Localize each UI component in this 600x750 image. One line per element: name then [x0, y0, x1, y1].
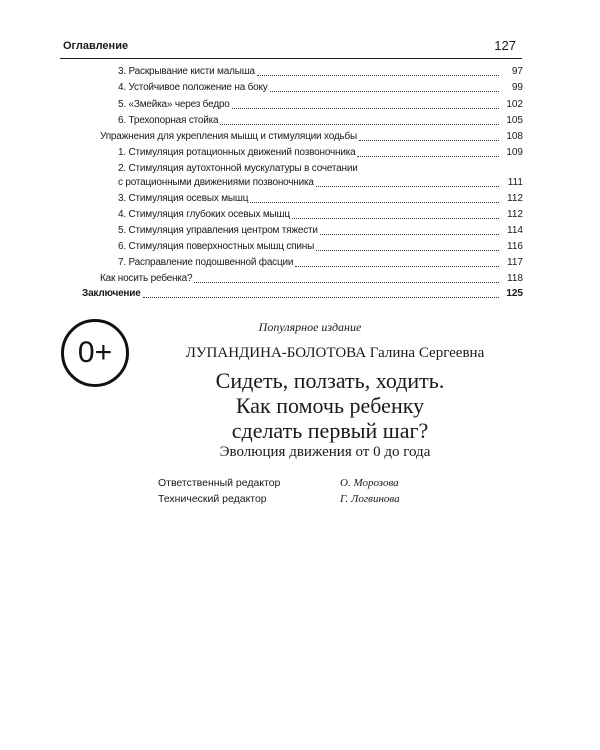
toc-entry-page: 114 [507, 225, 523, 236]
toc-leader [194, 282, 499, 283]
toc-entry-page: 102 [506, 99, 523, 110]
toc-leader [316, 250, 499, 251]
toc-entry [100, 131, 523, 143]
toc-entry-label: 6. Стимуляция поверхностных мышц спины [118, 241, 315, 252]
toc-entry-page: 105 [506, 115, 523, 126]
toc-entry [118, 241, 523, 253]
toc-entry [118, 209, 523, 221]
credit-row [158, 475, 478, 491]
toc-leader [250, 202, 499, 203]
toc-entry [118, 115, 523, 127]
book-title [110, 368, 550, 443]
author-name: ЛУПАНДИНА-БОЛОТОВА Галина Сергеевна [185, 345, 485, 361]
toc-entry [118, 82, 523, 94]
toc-entry-page: 109 [506, 147, 523, 158]
toc-entry-label: 3. Раскрывание кисти малыша [118, 66, 255, 77]
toc-entry-label: 5. Стимуляция управления центром тяжести [118, 225, 318, 236]
toc-entry-page: 112 [507, 209, 523, 220]
toc-leader [292, 218, 499, 219]
toc-entry-page: 117 [507, 257, 523, 268]
toc-entry-label-continuation: с ротационными движениями позвоночника [118, 177, 314, 188]
toc-entry [118, 257, 523, 269]
toc-entry-label: 2. Стимуляция аутохтонной мускулатуры в сочетании [118, 163, 358, 174]
toc-entry-label: 4. Стимуляция глубоких осевых мышц [118, 209, 290, 220]
toc-entry-page: 112 [507, 193, 523, 204]
toc-entry-page: 125 [506, 288, 523, 299]
toc-entry-label: Заключение [82, 288, 141, 299]
toc-leader [295, 266, 499, 267]
toc-entry-page: 118 [507, 273, 523, 284]
header-section-title: Оглавление [63, 40, 129, 52]
toc-entry-label: 4. Устойчивое положение на боку [118, 82, 268, 93]
toc-entry-conclusion [82, 288, 523, 300]
toc-leader [320, 234, 499, 235]
age-rating-text: 0+ [77, 336, 113, 369]
credit-role: Технический редактор [158, 493, 267, 505]
book-subtitle: Эволюция движения от 0 до года [219, 444, 431, 460]
header-page-number: 127 [494, 38, 516, 53]
toc-leader [220, 124, 499, 125]
credit-name: Г. Логвинова [340, 493, 400, 505]
toc-entry-page: 108 [506, 131, 523, 142]
toc-entry-page: 111 [507, 177, 523, 188]
toc-entry-label: 7. Расправление подошвенной фасции [118, 257, 294, 268]
toc-entry-page: 116 [507, 241, 523, 252]
toc-leader [143, 297, 499, 298]
book-title-line: Сидеть, ползать, ходить. [215, 368, 445, 393]
toc-entry-label: 1. Стимуляция ротационных движений позвоночника [118, 147, 356, 158]
credit-name: О. Морозова [340, 477, 399, 489]
toc-leader [359, 140, 499, 141]
toc-entry-page: 97 [511, 66, 523, 77]
toc-entry [118, 225, 523, 237]
toc-leader [270, 91, 499, 92]
toc-entry [118, 147, 523, 159]
toc-entry-label: 6. Трехопорная стойка [118, 115, 219, 126]
toc-leader [257, 75, 499, 76]
toc-leader [357, 156, 499, 157]
toc-entry [118, 193, 523, 205]
toc-entry [100, 273, 523, 285]
toc-entry-label: 5. «Змейка» через бедро [118, 99, 230, 110]
toc-entry-label: Упражнения для укрепления мышц и стимуляции ходьбы [100, 131, 357, 142]
book-title-line: Как помочь ребенку [235, 393, 425, 418]
running-header [60, 38, 522, 59]
toc-entry [118, 177, 523, 189]
toc-entry-label: Как носить ребенка? [100, 273, 193, 284]
toc-leader [232, 108, 499, 109]
credit-row [158, 491, 478, 507]
toc-leader [316, 186, 499, 187]
toc-entry [118, 66, 523, 78]
editorial-credits [158, 475, 478, 507]
edition-type: Популярное издание [258, 320, 362, 334]
credit-role: Ответственный редактор [158, 477, 281, 489]
book-title-line: сделать первый шаг? [231, 418, 429, 443]
toc-entry-page: 99 [511, 82, 523, 93]
toc-entry-label: 3. Стимуляция осевых мышц [118, 193, 249, 204]
toc-entry [118, 99, 523, 111]
